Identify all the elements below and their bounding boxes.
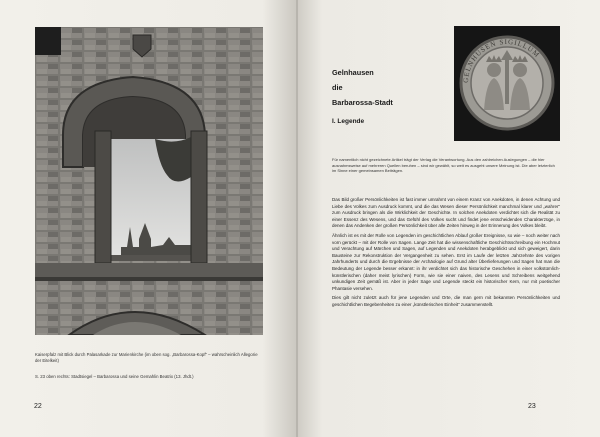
paragraph: Dies gilt nicht zuletzt auch für jene Legenden und Orte, die man gern mit bekannten Persönlichkeiten und geschichtlichen Begebenheiten zu einer „künstlerischen Einheit“ zusammenstellt. bbox=[332, 295, 560, 307]
title-line-2: die bbox=[332, 83, 343, 92]
photo-caption: Kaiserpfalz mit Blick durch Palasarkade zur Marienkirche (im oben sog. „Barbarossa-Kopf“ – wahrscheinlich Allegorie der Eitelkeit) bbox=[35, 352, 258, 363]
seal-inscription: GELNHUSEN SIGILLUM bbox=[461, 37, 542, 84]
body-text bbox=[332, 197, 560, 312]
paragraph: Das Bild großer Persönlichkeiten ist fast immer umrahmt von einem Kranz von Anekdoten, in denen Achtung und Liebe des Volkes zum Ausdruck kommt, und die das Wesen dieser Persönlichkeit manchmal klarer und „wahrer“ zum Ausdruck bringen als die Wirklichkeit der Geschichte. In solchen Anekdoten verdichtet sich die Realität zu einer Essenz des Wesens, und das Gefühl des Volkes sucht und findet jene entscheidenden Charakterzüge, in denen das Andenken der großen Persönlichkeit über alle Zeiten hinweg in der Erinnerung des Volkes bleibt. bbox=[332, 197, 560, 229]
page-number-left: 22 bbox=[34, 403, 42, 410]
page-number-right: 23 bbox=[528, 403, 536, 410]
paragraph: Ähnlich ist es mit der Rolle von Legenden im geschichtlichen Ablauf großer Ereignisse, so wie – noch weiter nach vorn gerückt – mit der Rolle von Sagen. Lange Zeit hat die wissenschaftliche Geschichtsschreibung ein Hochmut und Verachtung auf Märchen und Sagen, auf Legenden und Anekdoten herabgeblickt und sich geweigert, darin Bausteine zur Rekonstruktion der Vergangenheit zu sehen. Erst im Laufe der letzten Jahrzehnte des vorigen Jahrhunderts und durch die Ergebnisse der Archäologie auf Grund alter Überlieferungen und Sagen hat man die Bedeutung der Legende besser erkannt: in ihr verdichtet sich das historische Geschehen in einer volkstümlich-künstlerischen (daher meist lyrischen) Form, wie sie einer naiven, des Lesens und Schreibens weitgehend unkundigen Zeit gemäß ist. Aber in jeder Sage und Legende steckt ein historischer Kern, nur mit poetischer Phantasie versehen. bbox=[332, 232, 560, 291]
left-page bbox=[0, 0, 298, 437]
city-seal-photo bbox=[454, 26, 560, 141]
title-line-3: Barbarossa-Stadt bbox=[332, 98, 393, 107]
title-line-1: Gelnhausen bbox=[332, 68, 374, 77]
seal-caption-note: S. 23 oben rechts: Stadtsiegel – Barbarossa und seine Gemahlin Beatrix (13. Jhdt.) bbox=[35, 374, 194, 379]
editorial-note: Für namentlich nicht gezeichnete Artikel trägt der Verlag die Verantwortung. Aus den zahlreichen Auslegungen – die hier ausnahmsweise auf mehreren Quellen beruhen – sind wir gewählt, so weit es ausgeht unsere Meinung ist. Die aber letzterlich im Sinne einer gemeinsamen Beiträgen. bbox=[332, 157, 555, 174]
chapter-title bbox=[332, 65, 393, 110]
section-heading: I. Legende bbox=[332, 118, 365, 125]
castle-window-photo bbox=[35, 27, 263, 335]
right-page bbox=[298, 0, 600, 437]
